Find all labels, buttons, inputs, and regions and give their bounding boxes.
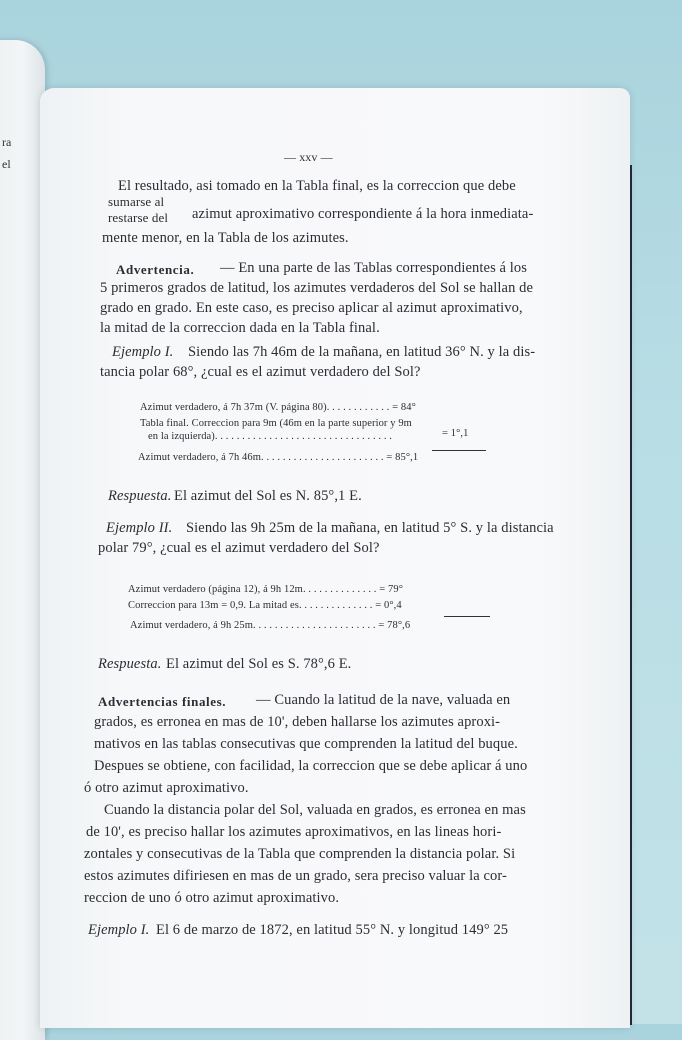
text-line: Siendo las 7h 46m de la mañana, en latitud 36° N. y la dis- — [188, 344, 536, 360]
answer-label: Respuesta. — [108, 488, 172, 504]
text-line: grados, es erronea en mas de 10', deben hallarse los azimutes aproxi- — [94, 714, 501, 730]
left-page-edge — [0, 40, 45, 1040]
table-row: Azimut verdadero, á 9h 25m. . . . . . . . . . . . . . . . . . . . . . . = 78°,6 — [130, 620, 411, 631]
section-heading: Advertencia. — [116, 262, 195, 277]
table-row: Correccion para 13m = 0,9. La mitad es. . . . . . . . . . . . . . = 0°,4 — [128, 600, 402, 611]
text-line: mativos en las tablas consecutivas que comprenden la latitud del buque. — [94, 736, 518, 752]
table-row: Azimut verdadero, á 7h 46m. . . . . . . . . . . . . . . . . . . . . . . = 85°,1 — [138, 452, 419, 463]
text-line: polar 79°, ¿cual es el azimut verdadero del Sol? — [98, 540, 380, 556]
table-value: = 1°,1 — [442, 428, 469, 439]
text-line: ó otro azimut aproximativo. — [84, 780, 249, 796]
text-line: Siendo las 9h 25m de la mañana, en latitud 5° S. y la distancia — [186, 520, 554, 536]
sum-rule — [432, 450, 486, 451]
example-label: Ejemplo I. — [112, 344, 174, 360]
text-line: tancia polar 68°, ¿cual es el azimut verdadero del Sol? — [100, 364, 421, 380]
book-page — [40, 88, 630, 1028]
left-page-fragment: ra — [2, 135, 12, 149]
example-label: Ejemplo I. — [88, 922, 150, 938]
text-line: de 10', es preciso hallar los azimutes aproximativos, en las lineas hori- — [86, 824, 502, 840]
text-line: — En una parte de las Tablas correspondientes á los — [220, 260, 528, 276]
table-row: Azimut verdadero (página 12), á 9h 12m. . . . . . . . . . . . . . = 79° — [128, 584, 403, 595]
text-line: El azimut del Sol es S. 78°,6 E. — [166, 656, 352, 672]
text-line: El azimut del Sol es N. 85°,1 E. — [174, 488, 362, 504]
table-row: en la izquierda). . . . . . . . . . . . . . . . . . . . . . . . . . . . . . . . . — [148, 431, 393, 442]
text-line: grado en grado. En este caso, es preciso aplicar al azimut aproximativo, — [100, 300, 523, 316]
text-line: la mitad de la correccion dada en la Tabla final. — [100, 320, 380, 336]
text-line: estos azimutes difiriesen en mas de un grado, sera preciso valuar la cor- — [84, 868, 507, 884]
left-page-fragment: el — [2, 157, 11, 171]
page-number: — xxv — — [284, 150, 333, 164]
answer-label: Respuesta. — [98, 656, 162, 672]
text-line: reccion de uno ó otro azimut aproximativo. — [84, 890, 340, 906]
text-line: El resultado, asi tomado en la Tabla final, es la correccion que debe — [118, 178, 516, 194]
text-line: Cuando la distancia polar del Sol, valuada en grados, es erronea en mas — [104, 802, 526, 818]
table-row: Azimut verdadero, á 7h 37m (V. página 80). . . . . . . . . . . . = 84° — [140, 402, 416, 413]
text-line: El 6 de marzo de 1872, en latitud 55° N. y longitud 149° 25 — [156, 922, 509, 938]
table-row: Tabla final. Correccion para 9m (46m en la parte superior y 9m — [140, 418, 412, 429]
section-heading: Advertencias finales. — [98, 694, 227, 709]
text-line: zontales y consecutivas de la Tabla que comprenden la distancia polar. Si — [84, 846, 516, 862]
example-label: Ejemplo II. — [106, 520, 173, 536]
text-line: azimut aproximativo correspondiente á la hora inmediata- — [192, 206, 534, 222]
text-line: sumarse al — [108, 194, 165, 209]
text-line: Despues se obtiene, con facilidad, la correccion que se debe aplicar á uno — [94, 758, 528, 774]
sum-rule — [444, 616, 490, 617]
text-line: — Cuando la latitud de la nave, valuada en — [256, 692, 511, 708]
text-line: mente menor, en la Tabla de los azimutes. — [102, 230, 349, 246]
text-line: restarse del — [108, 210, 169, 225]
text-line: 5 primeros grados de latitud, los azimutes verdaderos del Sol se hallan de — [100, 280, 534, 296]
